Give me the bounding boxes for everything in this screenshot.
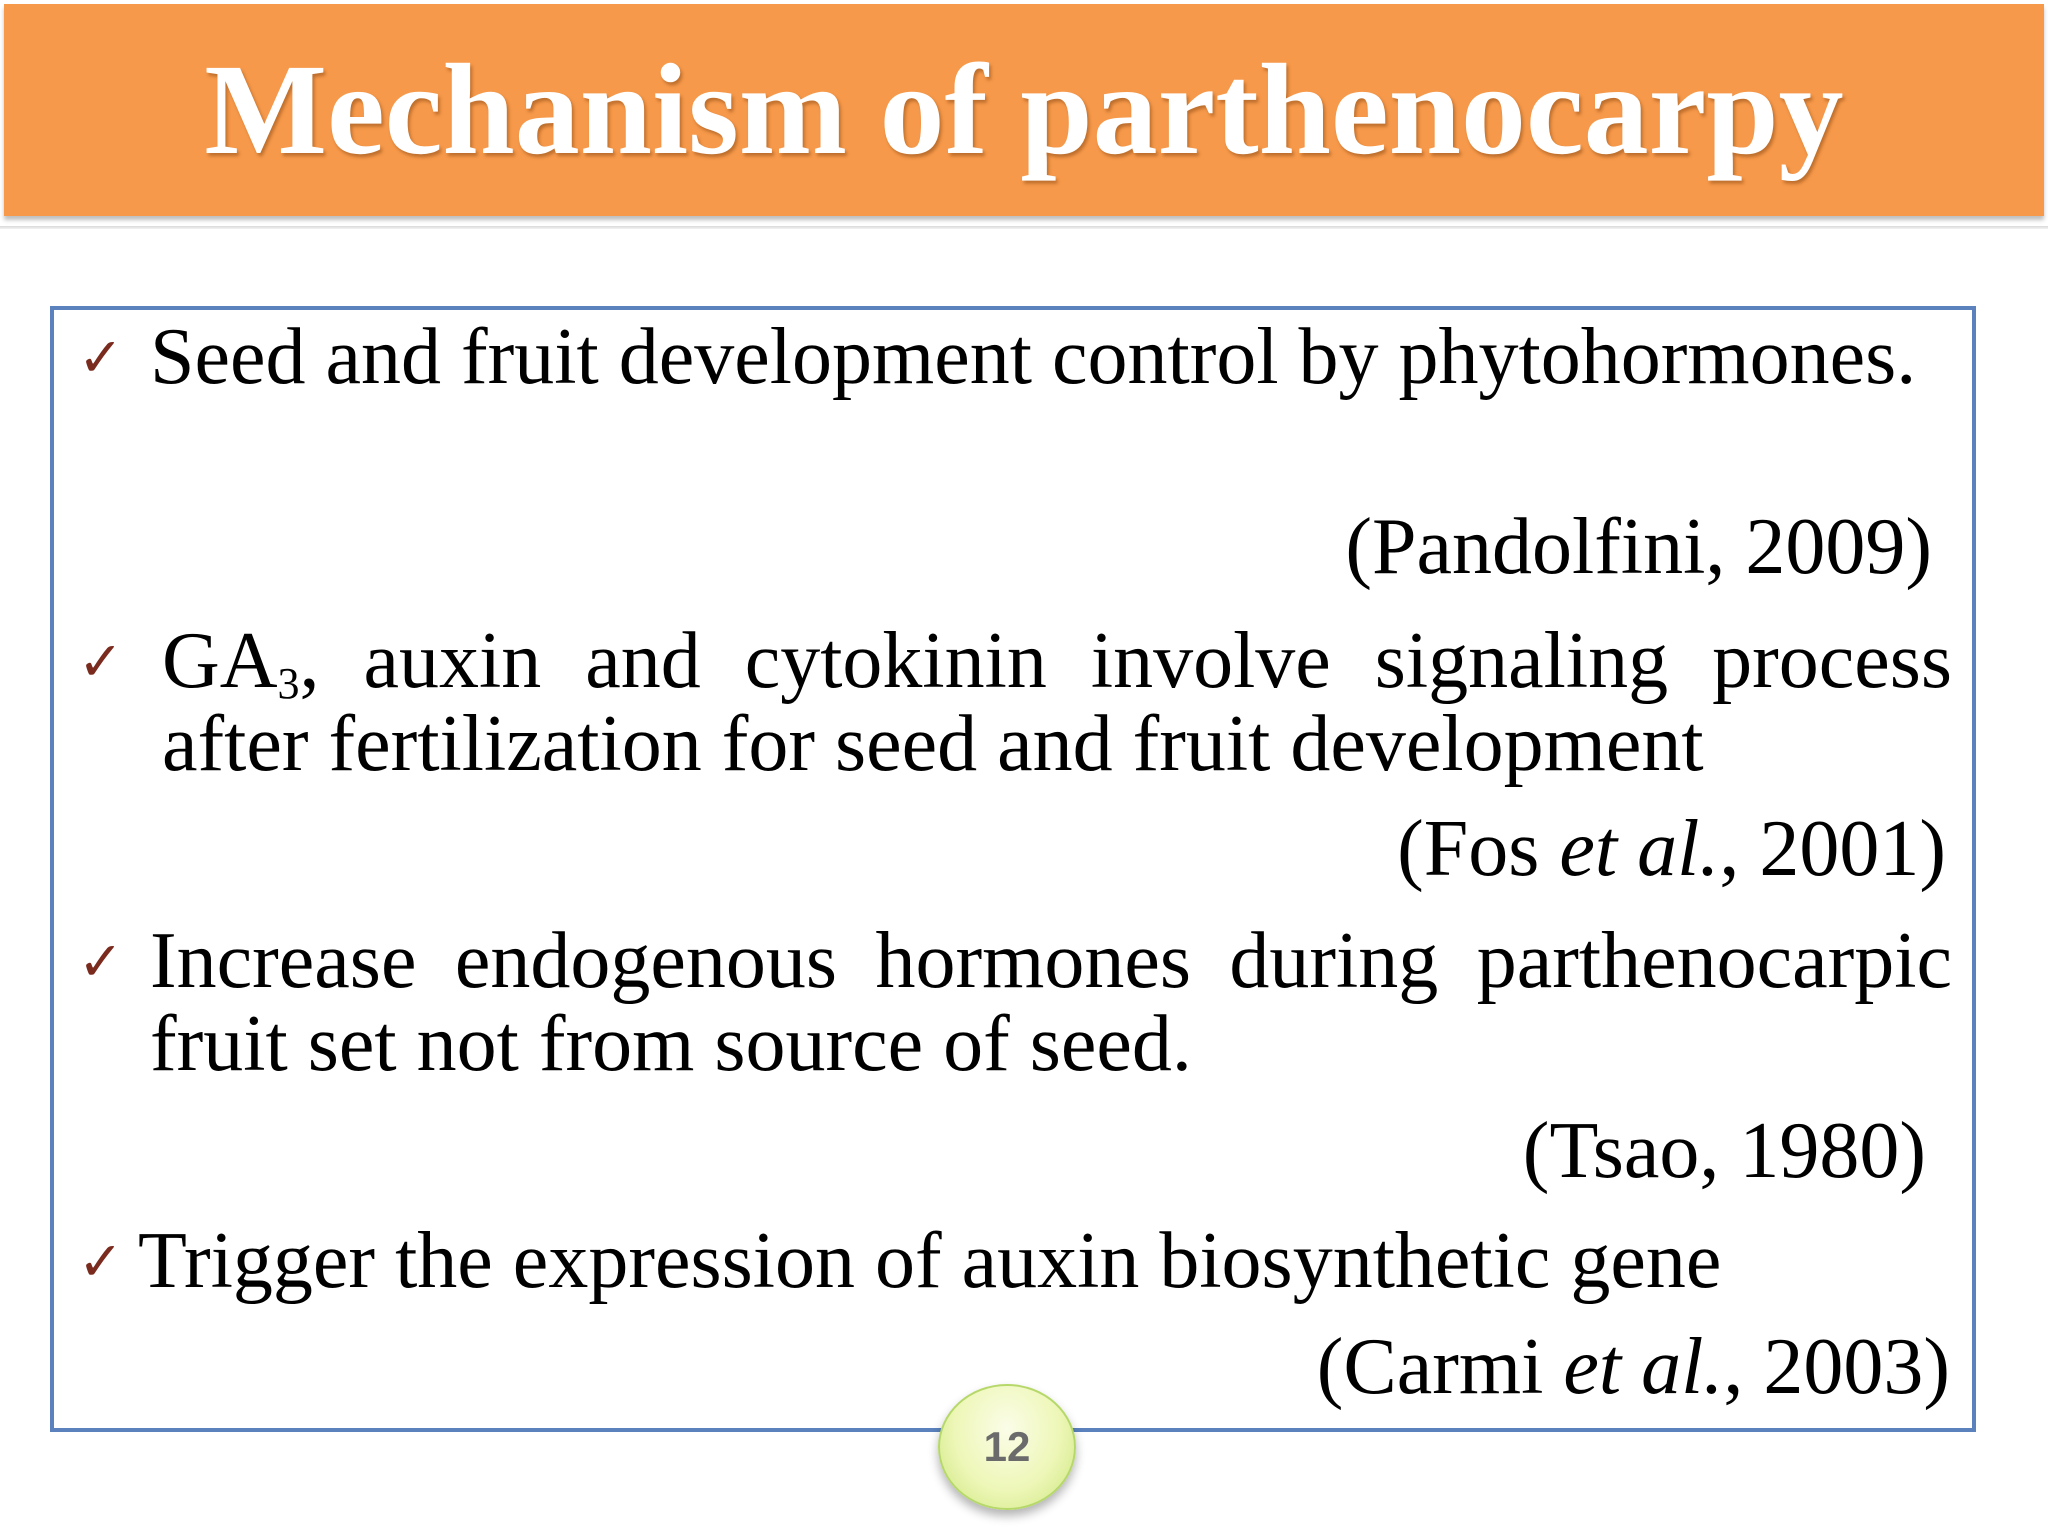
citation	[1397, 805, 1946, 893]
bullet-text	[162, 617, 1952, 788]
bullet-text-part: , auxin and cytokinin involve signaling process after fertilization for seed and fruit development	[162, 617, 1952, 788]
citation: (Pandolfini, 2009)	[1345, 503, 1932, 591]
citation	[1316, 1323, 1950, 1411]
title-divider	[0, 226, 2048, 229]
slide-title: Mechanism of parthenocarpy	[204, 38, 1844, 182]
bullet-text: Increase endogenous hormones during parthenocarpic fruit set not from source of seed.	[150, 917, 1952, 1088]
page-number-badge: 12	[938, 1384, 1076, 1510]
bullet-text: Seed and fruit development control by phytohormones.	[150, 313, 1917, 401]
title-bar	[4, 4, 2044, 216]
citation-italic: et al.	[1559, 805, 1720, 893]
bullet-text-part: GA	[162, 617, 278, 705]
bullet-text: Trigger the expression of auxin biosynthetic gene	[138, 1217, 1722, 1305]
checkmark-icon: ✓	[78, 326, 124, 389]
citation-part: (Carmi	[1316, 1323, 1564, 1411]
citation: (Tsao, 1980)	[1522, 1107, 1926, 1195]
citation-italic: et al.	[1563, 1323, 1724, 1411]
citation-part: (Fos	[1397, 805, 1560, 893]
checkmark-icon: ✓	[78, 930, 124, 993]
checkmark-icon: ✓	[78, 1230, 124, 1293]
citation-part: , 2003)	[1723, 1323, 1950, 1411]
citation-part: , 2001)	[1719, 805, 1946, 893]
content-box	[50, 306, 1976, 1432]
subscript: 3	[277, 659, 300, 708]
checkmark-icon: ✓	[78, 630, 124, 693]
